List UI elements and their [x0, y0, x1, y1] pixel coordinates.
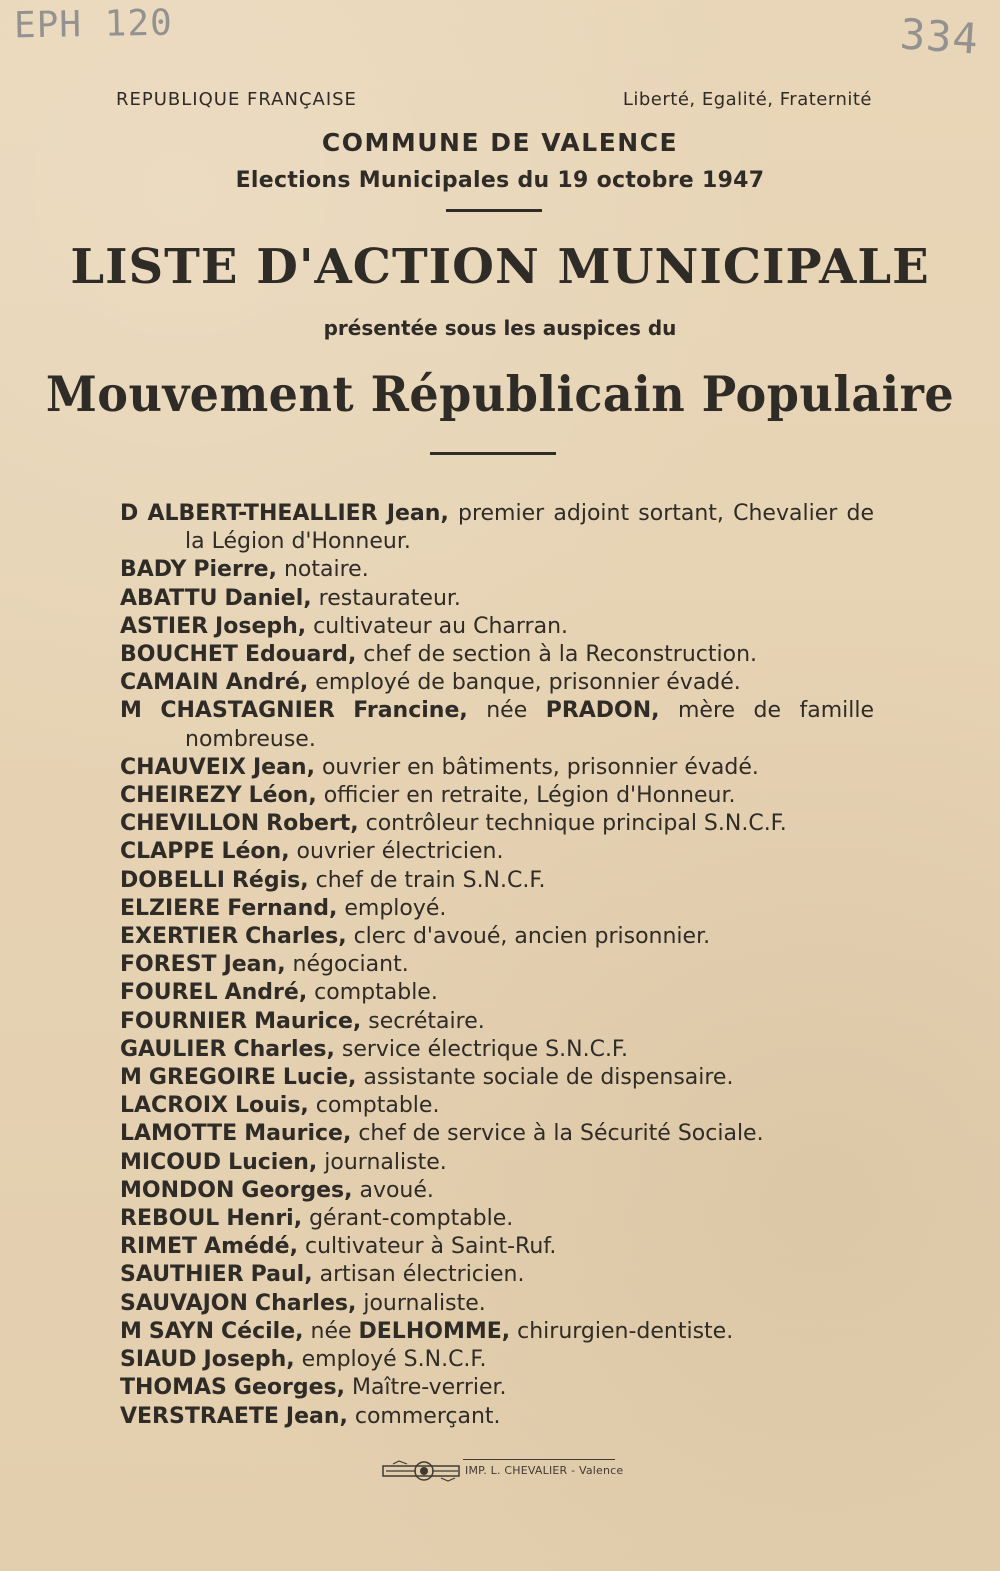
candidate-description: chef de train S.N.C.F. — [315, 867, 546, 893]
candidate-given-name: Charles — [245, 924, 339, 950]
candidate-surname: ASTIER — [120, 613, 209, 639]
candidate-entry: SAUVAJON Charles, journaliste. — [120, 1290, 486, 1316]
candidate-description: employé S.N.C.F. — [301, 1347, 487, 1373]
candidate-description: cultivateur au Charran. — [313, 613, 568, 639]
candidate-given-name: Léon — [248, 783, 309, 809]
candidate-surname: LACROIX — [120, 1093, 228, 1119]
election-date-heading: Elections Municipales du 19 octobre 1947 — [235, 168, 765, 193]
candidate-given-name: Jean — [386, 501, 441, 526]
party-name: Mouvement Républicain Populaire — [45, 365, 955, 423]
commune-heading: COMMUNE DE VALENCE — [321, 128, 679, 157]
candidate-title-prefix: M — [120, 698, 142, 724]
candidate-description: employé. — [344, 895, 447, 921]
candidate-entry: CLAPPE Léon, ouvrier électricien. — [120, 839, 504, 865]
candidate-surname: THOMAS — [120, 1375, 227, 1401]
candidate-entry: SAUTHIER Paul, artisan électricien. — [120, 1262, 525, 1288]
candidate-entry: MICOUD Lucien, journaliste. — [120, 1149, 447, 1175]
candidate-description: commerçant. — [354, 1403, 501, 1429]
candidate-entry: CHAUVEIX Jean, ouvrier en bâtiments, prisonnier évadé. — [120, 754, 759, 780]
candidate-given-name: Lucie — [282, 1065, 349, 1091]
candidate-entry: M SAYN Cécile, née DELHOMME, chirurgien-dentiste. — [120, 1318, 734, 1344]
candidate-description: comptable. — [314, 980, 438, 1006]
candidate-given-name: Amédé — [204, 1234, 290, 1260]
candidate-surname: SAYN — [148, 1318, 215, 1344]
candidate-entry: CHEIREZY Léon, officier en retraite, Légion d'Honneur. — [120, 783, 736, 809]
printer-imprint — [381, 1457, 624, 1487]
printer-name: IMP. L. CHEVALIER - Valence — [465, 1464, 624, 1477]
candidate-entry: BADY Pierre, notaire. — [120, 557, 369, 583]
candidate-description: secrétaire. — [368, 1008, 485, 1034]
candidate-given-name: Edouard — [244, 642, 348, 668]
candidate-surname: CAMAIN — [120, 670, 219, 696]
candidate-surname: RIMET — [120, 1234, 198, 1260]
candidate-description: premier adjoint sortant, Chevalier de la Légion d'Honneur. — [185, 501, 874, 555]
candidate-surname: DOBELLI — [120, 867, 225, 893]
candidate-entry: THOMAS Georges, Maître-verrier. — [120, 1375, 507, 1401]
candidate-description: service électrique S.N.C.F. — [341, 1036, 629, 1062]
candidate-entry: BOUCHET Edouard, chef de section à la Reconstruction. — [120, 642, 758, 668]
candidate-description: chef de service à la Sécurité Sociale. — [358, 1121, 764, 1147]
candidate-entry: FOREST Jean, négociant. — [120, 952, 409, 978]
candidate-entry: CAMAIN André, employé de banque, prisonnier évadé. — [120, 670, 741, 696]
candidate-given-name: Pierre — [193, 557, 269, 583]
candidate-surname: REBOUL — [120, 1206, 220, 1232]
candidate-entry: SIAUD Joseph, employé S.N.C.F. — [120, 1347, 487, 1373]
candidate-surname: CHASTAGNIER — [160, 698, 335, 724]
page-number-note: 334 — [898, 9, 981, 64]
candidate-entry: FOUREL André, comptable. — [120, 980, 438, 1006]
candidate-entry: GAULIER Charles, service électrique S.N.C.F. — [120, 1036, 629, 1062]
republic-label: REPUBLIQUE FRANÇAISE — [116, 89, 357, 110]
printing-press-icon — [381, 1459, 463, 1483]
page-title: LISTE D'ACTION MUNICIPALE — [70, 239, 930, 295]
candidate-entry: RIMET Amédé, cultivateur à Saint-Ruf. — [120, 1234, 557, 1260]
candidate-surname: FOURNIER — [120, 1008, 248, 1034]
candidate-surname: SAUVAJON — [120, 1290, 248, 1316]
candidate-surname: GREGOIRE — [148, 1065, 276, 1091]
candidate-description: ouvrier en bâtiments, prisonnier évadé. — [321, 754, 759, 780]
candidate-surname: MICOUD — [120, 1149, 222, 1175]
candidate-title-prefix: D — [120, 501, 139, 526]
candidate-surname: CHAUVEIX — [120, 754, 246, 780]
candidate-surname: BOUCHET — [120, 642, 238, 668]
candidate-entry: FOURNIER Maurice, secrétaire. — [120, 1008, 485, 1034]
candidate-surname: ALBERT-THEALLIER — [147, 501, 378, 526]
top-divider — [446, 209, 542, 212]
candidate-description: chef de section à la Reconstruction. — [363, 642, 758, 668]
candidate-given-name: Joseph — [215, 613, 298, 639]
candidate-maiden-prefix: née — [486, 698, 528, 724]
candidate-surname: ELZIERE — [120, 895, 221, 921]
candidate-entry: LACROIX Louis, comptable. — [120, 1093, 440, 1119]
candidate-entry: LAMOTTE Maurice, chef de service à la Sécurité Sociale. — [120, 1121, 764, 1147]
candidate-given-name: Maurice — [254, 1008, 353, 1034]
candidate-given-name: Francine — [353, 698, 460, 724]
candidate-description: journaliste. — [324, 1149, 447, 1175]
middle-divider — [430, 452, 556, 455]
printer-rule — [463, 1459, 615, 1460]
candidate-entry: ASTIER Joseph, cultivateur au Charran. — [120, 613, 568, 639]
candidate-given-name: Robert — [266, 811, 351, 837]
candidate-given-name: Maurice — [244, 1121, 343, 1147]
candidate-surname: MONDON — [120, 1177, 235, 1203]
candidate-surname: EXERTIER — [120, 924, 239, 950]
candidate-description: gérant-comptable. — [309, 1206, 514, 1232]
candidate-surname: FOUREL — [120, 980, 218, 1006]
candidate-entry: ELZIERE Fernand, employé. — [120, 895, 447, 921]
candidate-description: chirurgien-dentiste. — [517, 1318, 734, 1344]
candidate-given-name: Cécile — [221, 1318, 296, 1344]
candidate-given-name: Charles — [254, 1290, 348, 1316]
candidate-description: notaire. — [283, 557, 369, 583]
candidate-surname: FOREST — [120, 952, 217, 978]
candidate-given-name: Lucien — [228, 1149, 309, 1175]
candidate-given-name: Georges — [233, 1375, 337, 1401]
candidate-description: comptable. — [315, 1093, 440, 1119]
candidate-entry: DOBELLI Régis, chef de train S.N.C.F. — [120, 867, 546, 893]
candidate-description: contrôleur technique principal S.N.C.F. — [365, 811, 787, 837]
candidate-title-prefix: M — [120, 1318, 142, 1344]
candidate-surname: SAUTHIER — [120, 1262, 244, 1288]
candidate-entry: EXERTIER Charles, clerc d'avoué, ancien prisonnier. — [120, 924, 711, 950]
candidate-description: Maître-verrier. — [351, 1375, 507, 1401]
candidate-given-name: Joseph — [203, 1347, 287, 1373]
candidate-description: journaliste. — [363, 1290, 486, 1316]
candidate-given-name: Jean — [223, 952, 278, 978]
candidate-entry: REBOUL Henri, gérant-comptable. — [120, 1206, 514, 1232]
candidate-description: employé de banque, prisonnier évadé. — [315, 670, 741, 696]
candidate-given-name: Jean — [252, 754, 307, 780]
candidate-given-name: Charles — [233, 1036, 327, 1062]
candidate-description: cultivateur à Saint-Ruf. — [304, 1234, 557, 1260]
candidate-surname: BADY — [120, 557, 187, 583]
candidate-given-name: Daniel — [224, 585, 304, 611]
candidate-surname: CHEVILLON — [120, 811, 260, 837]
candidate-surname: VERSTRAETE — [120, 1403, 279, 1429]
candidate-given-name: Régis — [231, 867, 301, 893]
candidate-given-name: Fernand — [227, 895, 330, 921]
candidate-surname: SIAUD — [120, 1347, 197, 1373]
candidate-given-name: André — [224, 980, 299, 1006]
candidate-description: avoué. — [359, 1177, 434, 1203]
candidate-surname: ABATTU — [120, 585, 218, 611]
candidate-description: officier en retraite, Légion d'Honneur. — [323, 783, 736, 809]
candidate-entry: CHEVILLON Robert, contrôleur technique principal S.N.C.F. — [120, 811, 787, 837]
candidate-surname: CLAPPE — [120, 839, 215, 865]
candidate-entry: M GREGOIRE Lucie, assistante sociale de dispensaire. — [120, 1065, 734, 1091]
document-header-row — [116, 89, 872, 113]
candidate-entry: ABATTU Daniel, restaurateur. — [120, 585, 461, 611]
candidate-given-name: Jean — [285, 1403, 340, 1429]
candidate-maiden-name: DELHOMME — [358, 1318, 502, 1344]
candidate-surname: CHEIREZY — [120, 783, 242, 809]
candidate-maiden-prefix: née — [310, 1318, 352, 1344]
candidate-description: assistante sociale de dispensaire. — [363, 1065, 734, 1091]
candidate-given-name: Georges — [241, 1177, 345, 1203]
candidate-given-name: Louis — [234, 1093, 301, 1119]
candidate-description: négociant. — [292, 952, 409, 978]
archive-reference-note: EPH 120 — [13, 2, 174, 47]
candidate-description: clerc d'avoué, ancien prisonnier. — [353, 924, 711, 950]
candidate-description: mère de famille nombreuse. — [185, 698, 875, 752]
candidate-list — [120, 500, 874, 1431]
candidate-given-name: Paul — [250, 1262, 305, 1288]
candidate-entry: D ALBERT-THEALLIER Jean, premier adjoint sortant, Chevalier de la Légion d'Honneur. — [120, 501, 874, 555]
candidate-given-name: Henri — [226, 1206, 294, 1232]
auspices-subtitle: présentée sous les auspices du — [323, 316, 677, 340]
candidate-description: ouvrier électricien. — [296, 839, 504, 865]
candidate-entry: VERSTRAETE Jean, commerçant. — [120, 1403, 501, 1429]
candidate-given-name: André — [225, 670, 300, 696]
candidate-description: restaurateur. — [318, 585, 461, 611]
motto-label: Liberté, Egalité, Fraternité — [622, 89, 872, 110]
candidate-surname: GAULIER — [120, 1036, 227, 1062]
candidate-given-name: Léon — [221, 839, 282, 865]
candidate-entry: MONDON Georges, avoué. — [120, 1177, 434, 1203]
candidate-surname: LAMOTTE — [120, 1121, 238, 1147]
candidate-entry: M CHASTAGNIER Francine, née PRADON, mère de famille nombreuse. — [120, 698, 875, 752]
candidate-maiden-name: PRADON — [545, 698, 652, 724]
candidate-description: artisan électricien. — [319, 1262, 525, 1288]
candidate-title-prefix: M — [120, 1065, 142, 1091]
